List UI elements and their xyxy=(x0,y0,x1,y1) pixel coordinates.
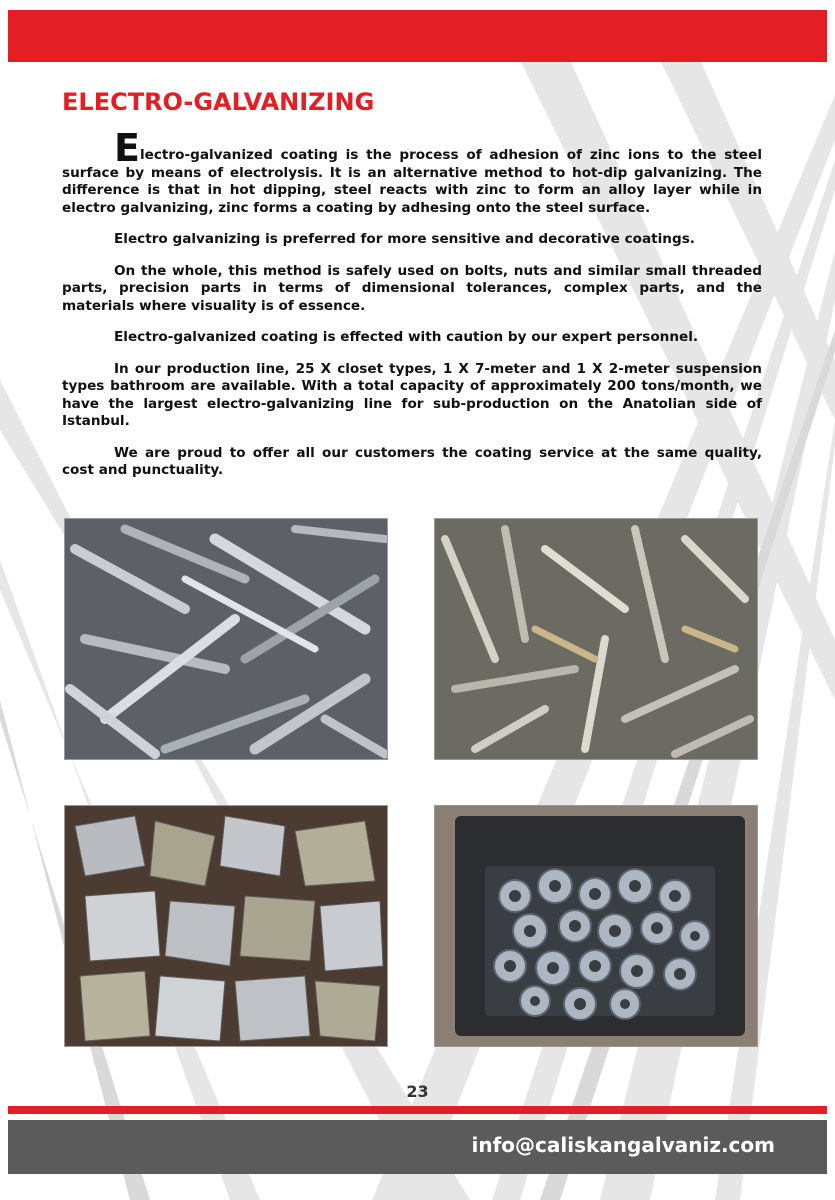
top-red-banner xyxy=(8,10,827,62)
footer-bar xyxy=(8,1120,827,1174)
paragraph: On the whole, this method is safely used on bolts, nuts and similar small threaded parts, precision parts in terms of dimensional tolerances, complex parts, and the materials where visuality is of essence. xyxy=(62,262,762,314)
page-title: ELECTRO-GALVANIZING xyxy=(62,88,375,116)
galvanized-brackets-photo xyxy=(64,805,388,1047)
paragraph: Electro-galvanized coating is effected with caution by our expert personnel. xyxy=(114,329,699,345)
page-number: 23 xyxy=(406,1082,429,1101)
paragraph: Electro galvanizing is preferred for more sensitive and decorative coatings. xyxy=(114,231,695,247)
intro-paragraph xyxy=(62,126,762,217)
intro-text: lectro-galvanized coating is the process of adhesion of zinc ions to the steel surface by means of electrolysis. It is an alternative method to hot-dip galvanizing. The difference is that in hot dipping, steel reacts with zinc to form an alloy layer while in electro galvanizing, zinc forms a coating by adhesing onto the steel surface. xyxy=(62,147,762,216)
body-text xyxy=(62,126,762,494)
paragraph: In our production line, 25 X closet types, 1 X 7-meter and 1 X 2-meter suspension types bathroom are available. With a total capacity of approximately 200 tons/month, we have the largest electro-galvanizing line for sub-production on the Anatolian side of Istanbul. xyxy=(62,360,762,429)
paragraph: We are proud to offer all our customers the coating service at the same quality, cost and punctuality. xyxy=(62,444,762,478)
galvanized-nuts-crate-photo xyxy=(434,805,758,1047)
drop-cap: E xyxy=(114,126,140,170)
footer-email-link[interactable]: info@caliskangalvaniz.com xyxy=(471,1133,775,1157)
footer-red-line xyxy=(8,1106,827,1114)
galvanized-pins-photo xyxy=(64,518,388,760)
galvanized-bolts-photo xyxy=(434,518,758,760)
